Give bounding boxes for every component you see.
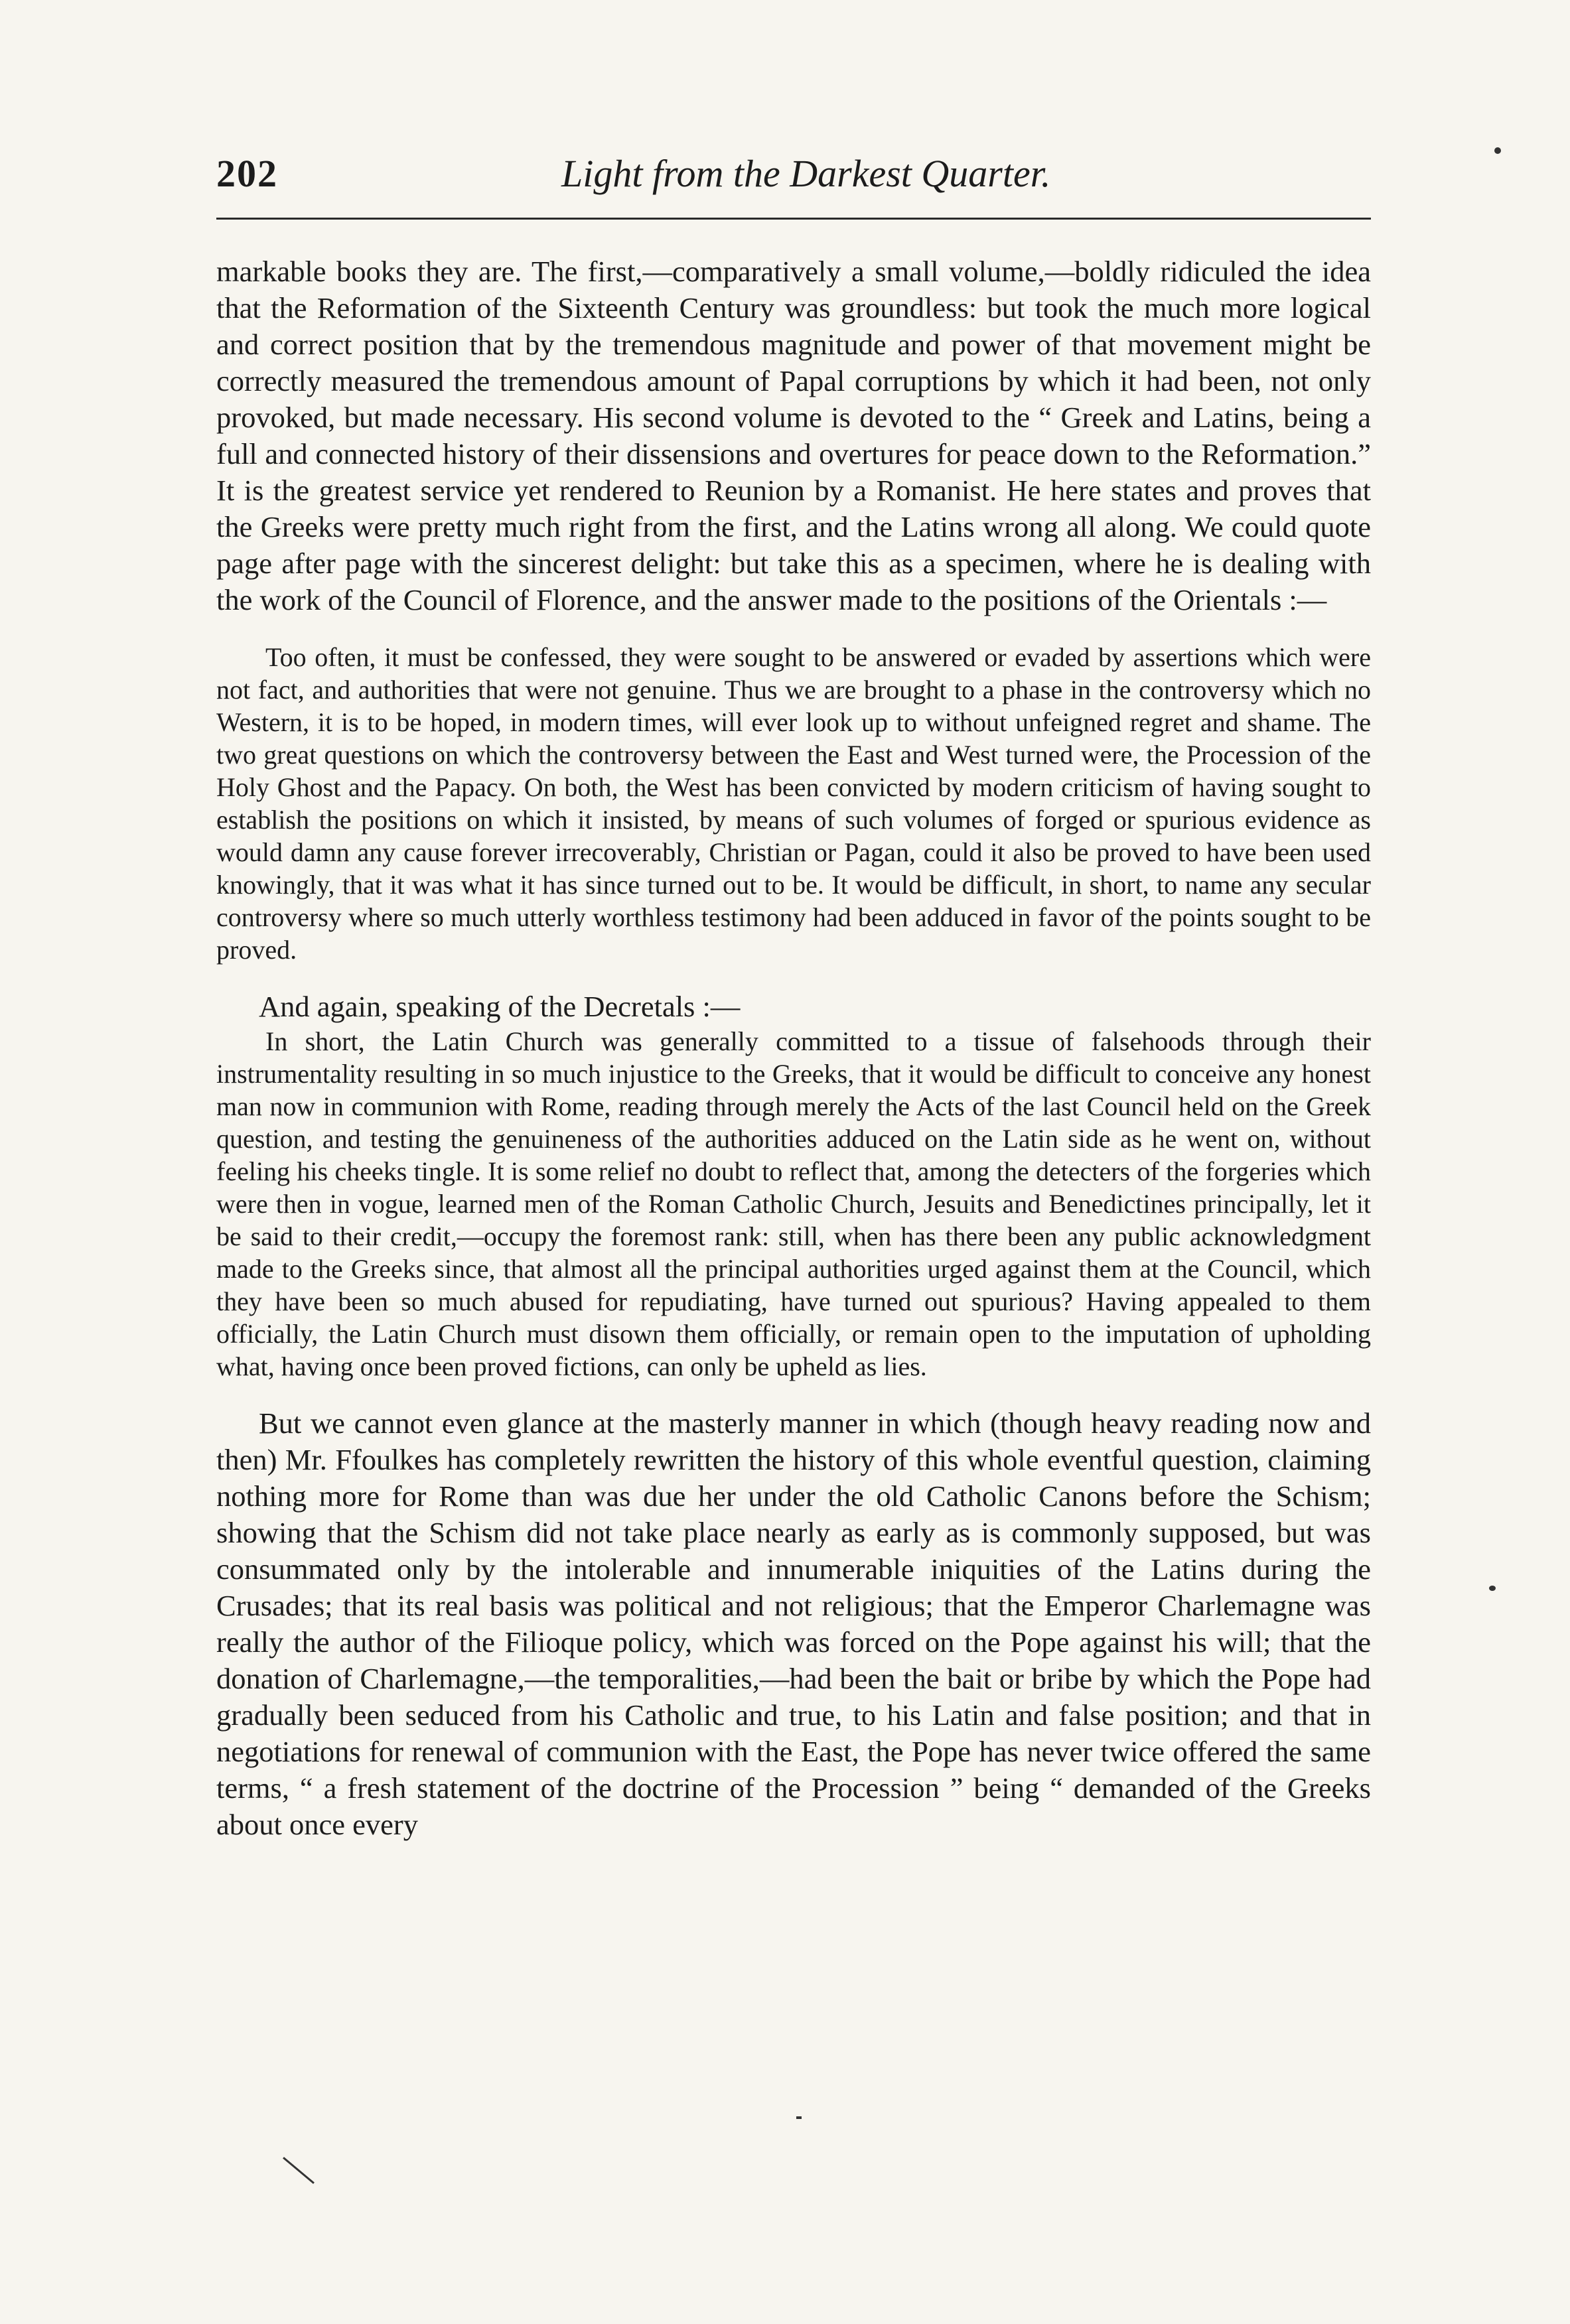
header-rule [216,218,1371,220]
stray-mark [283,2157,315,2184]
page-number: 202 [216,152,278,195]
paragraph-decretals-intro: And again, speaking of the Decretals :— [259,990,741,1023]
stray-mark [796,2116,802,2119]
paragraph-opening: markable books they are. The first,—comparatively a small volume,—boldly ridiculed the idea that the Reformation of the Sixteenth Century was groundless: but took the much more logical and correct position that by the tremendous magnitude and power of that movement might be correctly measured the tremendous amount of Papal corruptions by which it had been, not only provoked, but made necessary. His second volume is devoted to the “ Greek and Latins, being a full and connected history of their dissensions and overtures for peace down to the Reformation.” It is the greatest service yet rendered to Reunion by a Romanist. He here states and proves that the Greeks were pretty much right from the first, and the Latins wrong all along. We could quote page after page with the sincerest delight: but take this as a specimen, where he is dealing with the work of the Council of Florence, and the answer made to the positions of the Orientals :— [216,255,1371,616]
quotation-decretals: In short, the Latin Church was generally committed to a tissue of falsehoods through their instrumentality resulting in so much injustice to the Greeks, that it would be difficult to conceive any honest man now in communion with Rome, reading through merely the Acts of the last Council held on the Greek question, and testing the genuineness of the authorities adduced on the Latin side as he went on, without feeling his cheeks tingle. It is some relief no doubt to reflect that, among the detecters of the forgeries which were then in vogue, learned men of the Roman Catholic Church, Jesuits and Benedictines principally, let it be said to their credit,—occupy the foremost rank: still, when has there been any public acknowledgment made to the Greeks since, that almost all the principal authorities urged against them at the Council, which they have been so much abused for repudiating, have turned out spurious? Having appealed to them officially, the Latin Church must disown them officially, or remain open to the imputation of upholding what, having once been proved fictions, can only be upheld as lies. [216,1026,1371,1381]
quotation-council-of-florence: Too often, it must be confessed, they were sought to be answered or evaded by assertions which were not fact, and authorities that were not genuine. Thus we are brought to a phase in the controversy which no Western, it is to be hoped, in modern times, will ever look up to without unfeigned regret and shame. The two great questions on which the controversy between the East and West turned were, the Procession of the Holy Ghost and the Papacy. On both, the West has been convicted by modern criticism of having sought to establish the positions on which it insisted, by means of such volumes of forged or spurious evidence as would damn any cause forever irrecoverably, Christian or Pagan, could it also be proved to have been used knowingly, that it was what it has since turned out to be. It would be difficult, in short, to name any secular controversy where so much utterly worthless testimony had been adduced in favor of the points sought to be proved. [216,642,1371,965]
body-text [216,253,1371,1843]
page-header [216,151,1371,218]
running-title: Light from the Darkest Quarter. [561,152,1051,195]
stray-mark [1489,1586,1496,1591]
stray-mark [1494,147,1501,154]
paragraph-ffoulkes: But we cannot even glance at the masterly manner in which (though heavy reading now and then) Mr. Ffoulkes has completely rewritten the history of this whole eventful question, claiming nothing more for Rome than was due her under the old Catholic Canons before the Schism; showing that the Schism did not take place nearly as early as is commonly supposed, but was consummated only by the intolerable and innumerable iniquities of the Latins during the Crusades; that its real basis was political and not religious; that the Emperor Charlemagne was really the author of the Filioque policy, which was forced on the Pope against his will; that the donation of Charlemagne,—the temporalities,—had been the bait or bribe by which the Pope had gradually been seduced from his Catholic and true, to his Latin and false position; and that in negotiations for renewal of communion with the East, the Pope has never twice offered the same terms, “ a fresh statement of the doctrine of the Procession ” being “ demanded of the Greeks about once every [216,1406,1371,1841]
